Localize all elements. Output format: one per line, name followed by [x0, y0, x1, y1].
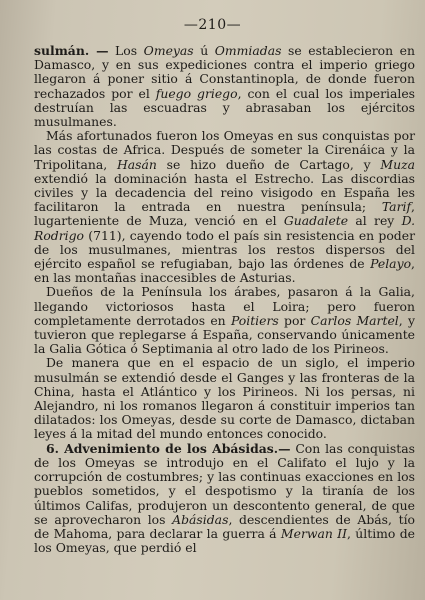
text-run: por [278, 312, 311, 328]
paragraph-1 [34, 44, 415, 129]
italic-term: Guadalete [283, 213, 349, 229]
italic-term: Hasán [116, 156, 157, 172]
bold-heading: sulmán. — [34, 43, 109, 58]
page-body [34, 44, 415, 555]
italic-term: Merwan II [280, 525, 347, 541]
bold-heading: 6. Advenimiento de los Abásidas.— [46, 440, 291, 456]
text-run: se establecieron en Damasco, y en sus expediciones contra el imperio griego llegaron á poner sitio á Constantinopla, de donde fueron rechazados por el [34, 43, 415, 101]
italic-term: Carlos Martel [310, 312, 399, 328]
italic-term: Poitiers [230, 312, 279, 328]
text-run: Más afortunados fueron los Omeyas en sus conquistas por las costas de Africa. Después de someter la Cirenáica y la Tripolitana, [34, 128, 415, 172]
page-number: —210— [183, 17, 242, 33]
text-run: , último de los Omeyas, que perdió el [34, 525, 415, 556]
text-run: Dueños de la Península los árabes, pasaron á la Galia, llegando victoriosos hasta el Loira; pero fueron completamente derrotados en [34, 284, 415, 328]
italic-term: Pelayo [370, 256, 412, 272]
text-run: extendió la dominación hasta el Estrecho. Las discordias civiles y la decadencia del reino visigodo en España les facilitaron la entrada en nuestra península; [34, 170, 415, 215]
text-run: se hizo dueño de Cartago, y [156, 156, 381, 172]
italic-term: Muza [380, 156, 415, 172]
text-run: Los [108, 43, 144, 58]
paragraph-4 [34, 356, 415, 441]
text-run: (711), cayendo todo el país sin resistencia en poder de los musulmanes, mientras los restos dispersos del ejército español se refugiaban, bajo las órdenes de [34, 227, 415, 272]
text-run: al rey [348, 213, 402, 229]
text-run: De manera que en el espacio de un siglo, el imperio musulmán se extendió desde el Ganges y las fronteras de la China, hasta el Atlántico y los Pirineos. Ni los persas, ni Alejandro, ni los romanos llegaron á constituir imperios tan dilatados: los Omeyas, desde su corte de Damasco, dictaban leyes á la mitad del mundo entonces conocido. [34, 355, 415, 442]
italic-term: fuego griego [155, 85, 238, 101]
text-run: , lugarteniente de Muza, venció en el [34, 199, 415, 229]
text-run: , y tuvieron que replegarse á España, conservando únicamente la Galia Gótica ó Septimania al otro lado de los Pirineos. [34, 312, 415, 357]
italic-term: Ommiadas [214, 43, 282, 58]
text-run: , descendientes de Abás, tío de Mahoma, para declarar la guerra á [34, 511, 415, 541]
text-run: , con el cual los imperiales destruían las escuadras y abrasaban los ejércitos musulmanes. [34, 85, 416, 130]
paragraph-5 [34, 442, 415, 556]
italic-term: Tarif [381, 199, 412, 215]
paragraph-3 [34, 285, 415, 356]
paragraph-2 [34, 129, 415, 285]
italic-term: D. Rodrigo [34, 213, 416, 243]
italic-term: Abásidas [172, 511, 229, 527]
text-run: ú [193, 43, 215, 58]
text-run: Con las conquistas de los Omeyas se introdujo en el Califato el lujo y la corrupción de costumbres; y las continuas exacciones en los pueblos sometidos, y el despotismo y la tiranía de los últimos Califas, produjeron un descontento general, de que se aprovecharon los [34, 440, 415, 527]
italic-term: Omeyas [143, 43, 194, 58]
text-run: , en las montañas inaccesibles de Asturias. [34, 256, 415, 286]
